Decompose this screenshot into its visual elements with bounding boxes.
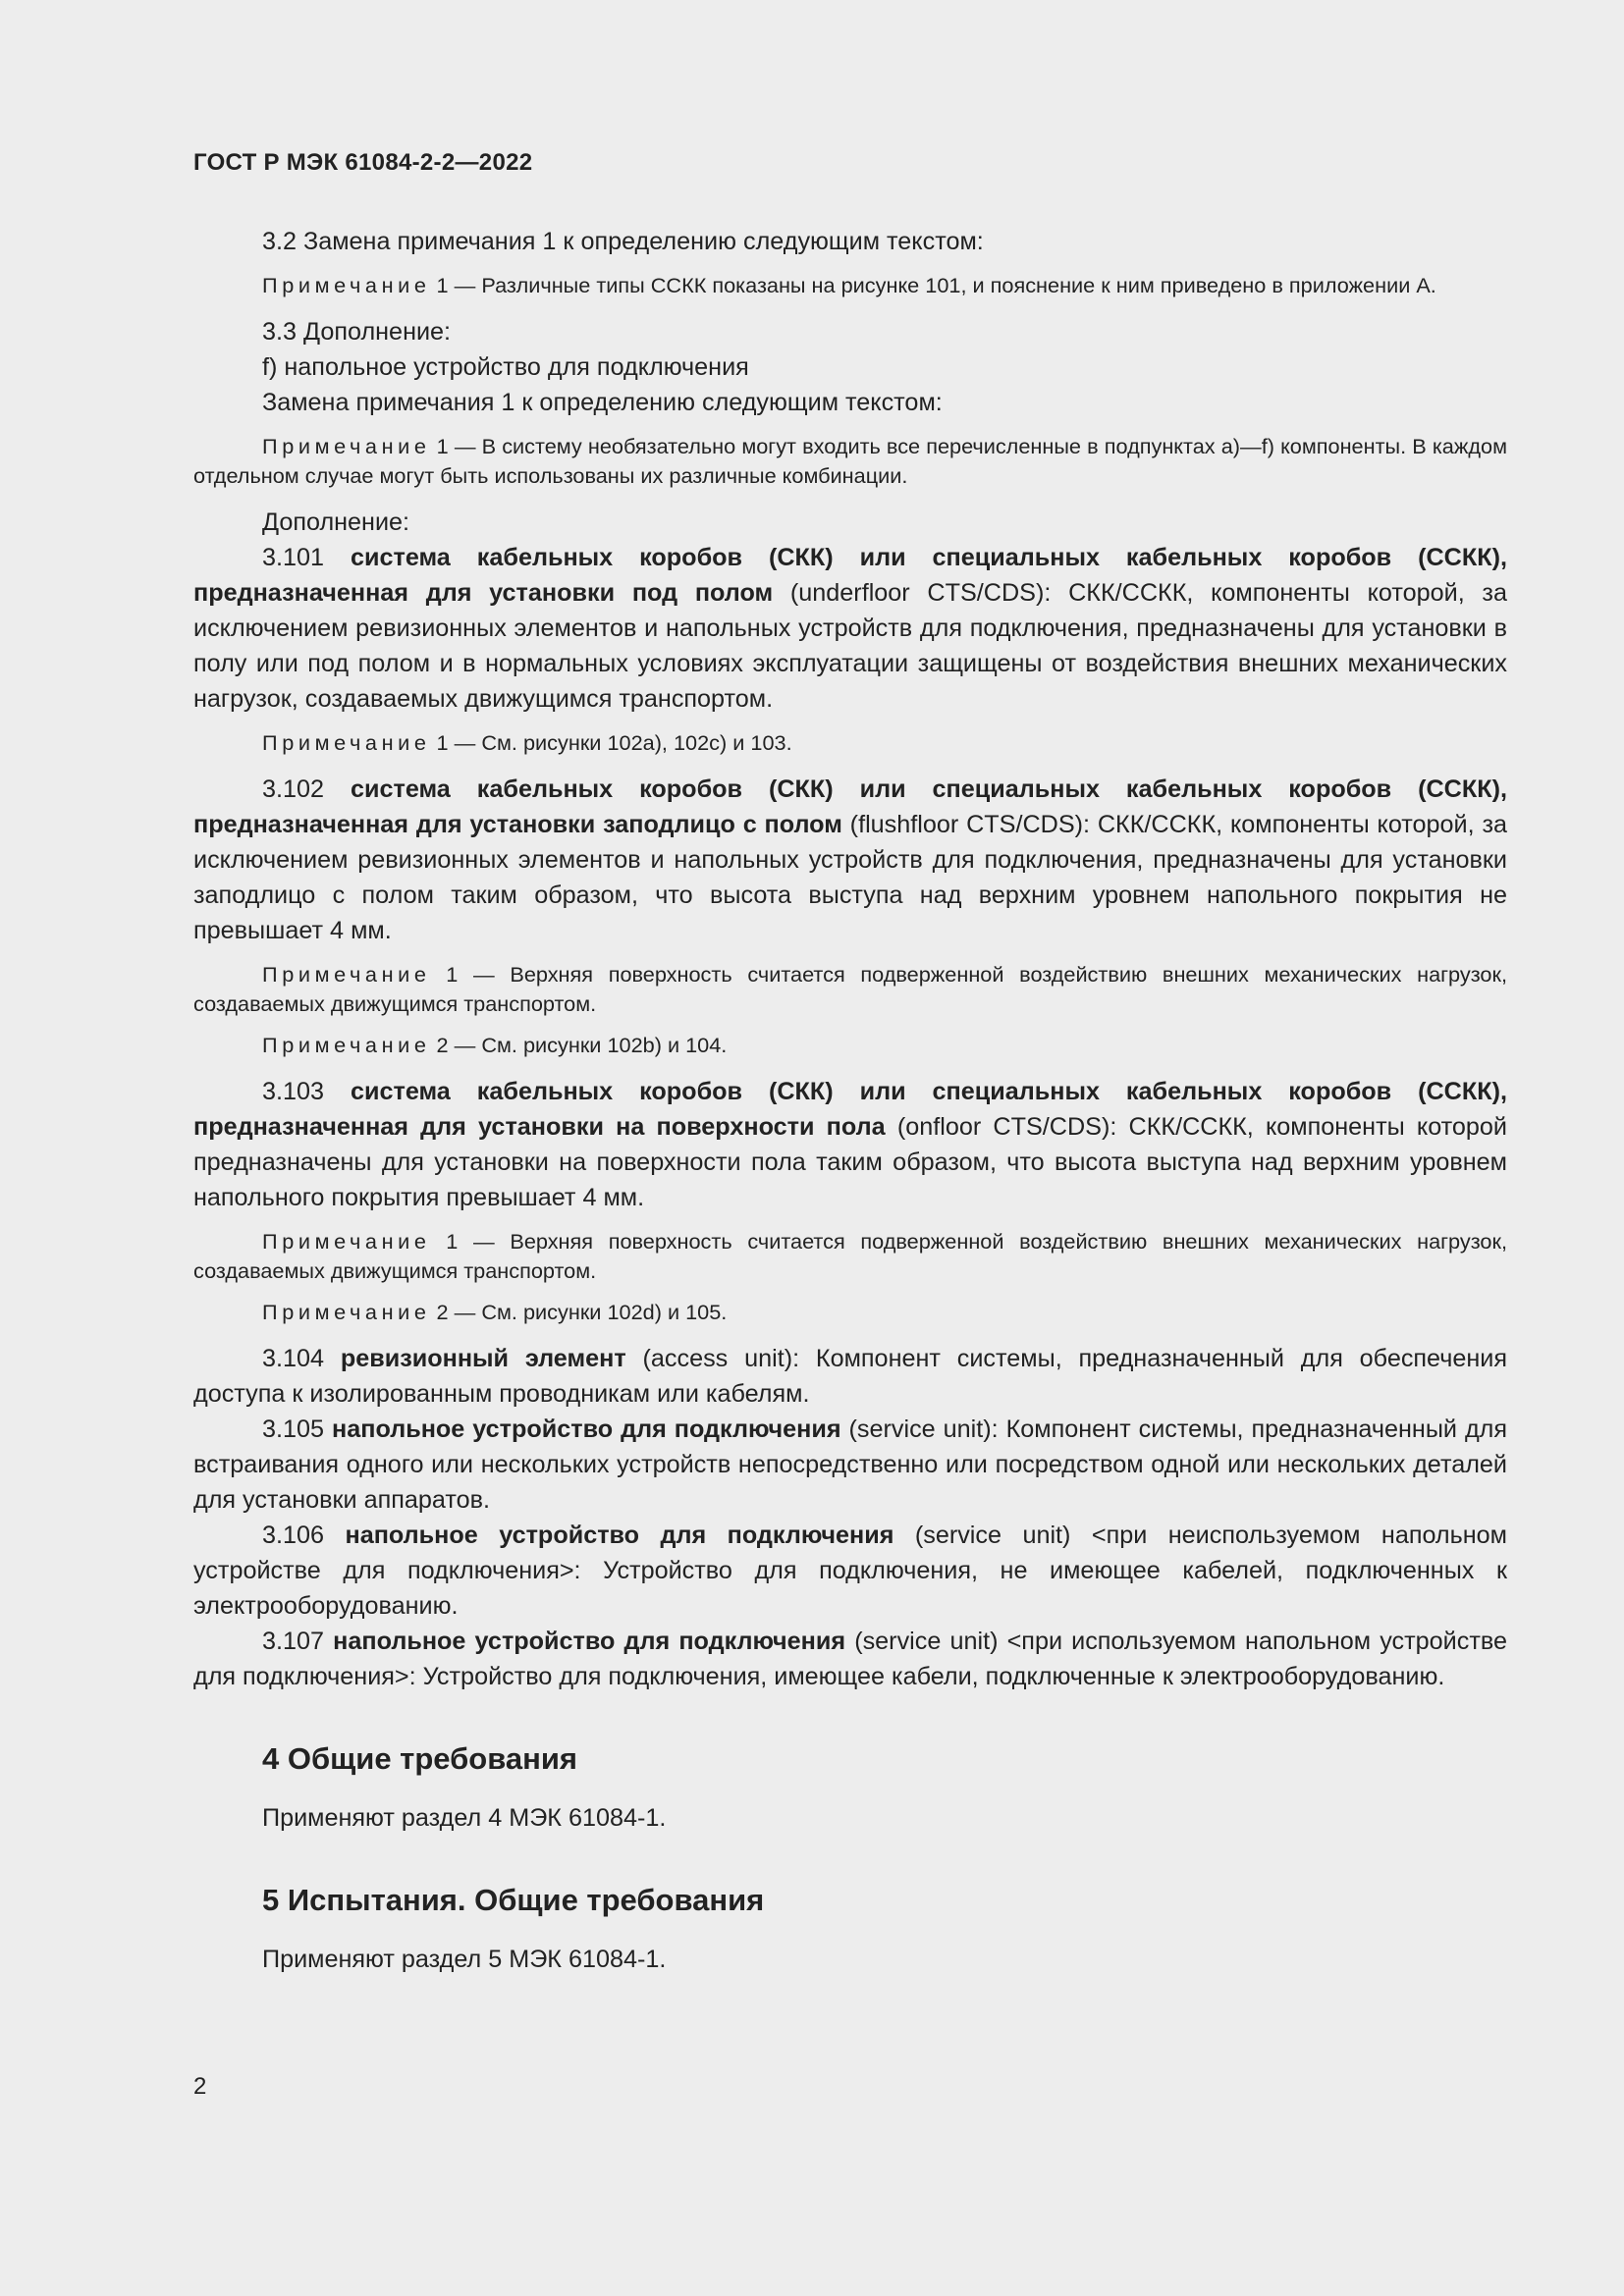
term-definition: (service unit) <при используемом напольном устройстве для подключения>: Устройство для подключения, имеющее кабели, подключенные к электрооборудованию. — [193, 1628, 1507, 1690]
term-number: 3.106 — [262, 1522, 346, 1549]
term-name: система кабельных коробов (СКК) или специальных кабельных коробов (ССКК), предназначенная для установки под полом — [193, 544, 1508, 607]
note-text: 1 — В систему необязательно могут входить все перечисленные в подпунктах а)—f) компоненты. В каждом отдельном случае могут быть использованы их различные комбинации. — [193, 434, 1507, 488]
term-3-105 — [193, 1412, 1507, 1518]
note-label: Примечание — [262, 962, 431, 987]
term-name: напольное устройство для подключения — [345, 1522, 894, 1549]
section-5-text: Применяют раздел 5 МЭК 61084-1. — [262, 1946, 667, 1973]
section-5-heading: 5 Испытания. Общие требования — [262, 1883, 765, 1917]
term-3-102 — [193, 772, 1507, 948]
term-number: 3.107 — [262, 1628, 334, 1655]
term-name: напольное устройство для подключения — [332, 1415, 841, 1443]
term-definition: (access unit): Компонент системы, предназначенный для обеспечения доступа к изолированным проводникам или кабелям. — [193, 1345, 1507, 1408]
term-3-104 — [193, 1341, 1507, 1412]
note-3-103-1 — [193, 1227, 1507, 1286]
term-number: 3.105 — [262, 1415, 333, 1443]
term-name: система кабельных коробов (СКК) или специальных кабельных коробов (ССКК), предназначенная для установки на поверхности пола — [193, 1078, 1508, 1141]
term-3-107 — [193, 1624, 1507, 1694]
term-name: напольное устройство для подключения — [333, 1628, 846, 1655]
term-definition: (flushfloor CTS/CDS): СКК/ССКК, компоненты которой, за исключением ревизионных элементов и напольных устройств для подключения, предназначены для установки заподлицо с полом таким образом, что высота выступа над верхним уровнем напольного покрытия не превышает 4 мм. — [193, 811, 1507, 944]
note-label: Примечание — [262, 1229, 431, 1254]
note-label: Примечание — [262, 273, 431, 297]
note-3-3 — [193, 432, 1507, 491]
section-4-text: Применяют раздел 4 МЭК 61084-1. — [262, 1804, 667, 1832]
addition-label: Дополнение: — [262, 508, 410, 536]
clause-3-3: 3.3 Дополнение: — [262, 318, 452, 346]
term-3-103 — [193, 1074, 1507, 1215]
term-definition: (underfloor CTS/CDS): СКК/ССКК, компоненты которой, за исключением ревизионных элементов и напольных устройств для подключения, предназначены для установки в полу или под полом и в нормальных условиях эксплуатации защищены от воздействия внешних механических нагрузок, создаваемых движущимся транспортом. — [193, 579, 1507, 713]
term-number: 3.104 — [262, 1345, 341, 1372]
note-label: Примечание — [262, 1033, 431, 1057]
note-label: Примечание — [262, 730, 431, 755]
note-text: 1 — Верхняя поверхность считается подверженной воздействию внешних механических нагрузок, создаваемых движущимся транспортом. — [193, 1229, 1507, 1283]
term-number: 3.102 — [262, 775, 351, 803]
clause-3-2: 3.2 Замена примечания 1 к определению следующим текстом: — [262, 228, 984, 255]
document-body — [193, 224, 1507, 1977]
note-text: 1 — Верхняя поверхность считается подверженной воздействию внешних механических нагрузок, создаваемых движущимся транспортом. — [193, 962, 1507, 1016]
note-label: Примечание — [262, 434, 431, 458]
note-3-101-1 — [193, 728, 1507, 758]
page-number: 2 — [193, 2073, 207, 2100]
note-3-2 — [193, 271, 1507, 300]
note-3-103-2 — [193, 1298, 1507, 1327]
note-3-102-1 — [193, 960, 1507, 1019]
term-definition: (onfloor CTS/CDS): СКК/ССКК, компоненты которой предназначены для установки на поверхности пола таким образом, что высота выступа над верхним уровнем напольного покрытия превышает 4 мм. — [193, 1113, 1507, 1211]
note-text: 2 — См. рисунки 102d) и 105. — [430, 1300, 728, 1324]
note-3-102-2 — [193, 1031, 1507, 1060]
note-text: 1 — См. рисунки 102a), 102c) и 103. — [430, 730, 792, 755]
clause-3-3-item-f: f) напольное устройство для подключения — [262, 353, 749, 381]
clause-3-3-replace: Замена примечания 1 к определению следующим текстом: — [262, 389, 943, 416]
note-text: 2 — См. рисунки 102b) и 104. — [430, 1033, 728, 1057]
note-label: Примечание — [262, 1300, 431, 1324]
term-3-106 — [193, 1518, 1507, 1624]
term-definition: (service unit) <при неиспользуемом напольном устройстве для подключения>: Устройство для подключения, не имеющее кабелей, подключенных к электрооборудованию. — [193, 1522, 1507, 1620]
term-3-101 — [193, 540, 1507, 717]
term-number: 3.103 — [262, 1078, 351, 1105]
note-text: 1 — Различные типы ССКК показаны на рисунке 101, и пояснение к ним приведено в приложении А. — [430, 273, 1436, 297]
term-name: система кабельных коробов (СКК) или специальных кабельных коробов (ССКК), предназначенная для установки заподлицо с полом — [193, 775, 1508, 838]
term-definition: (service unit): Компонент системы, предназначенный для встраивания одного или нескольких устройств непосредственно или посредством одной или нескольких деталей для установки аппаратов. — [193, 1415, 1507, 1514]
term-number: 3.101 — [262, 544, 351, 571]
document-header: ГОСТ Р МЭК 61084-2-2—2022 — [193, 149, 533, 176]
term-name: ревизионный элемент — [340, 1345, 626, 1372]
section-4-heading: 4 Общие требования — [262, 1741, 577, 1776]
